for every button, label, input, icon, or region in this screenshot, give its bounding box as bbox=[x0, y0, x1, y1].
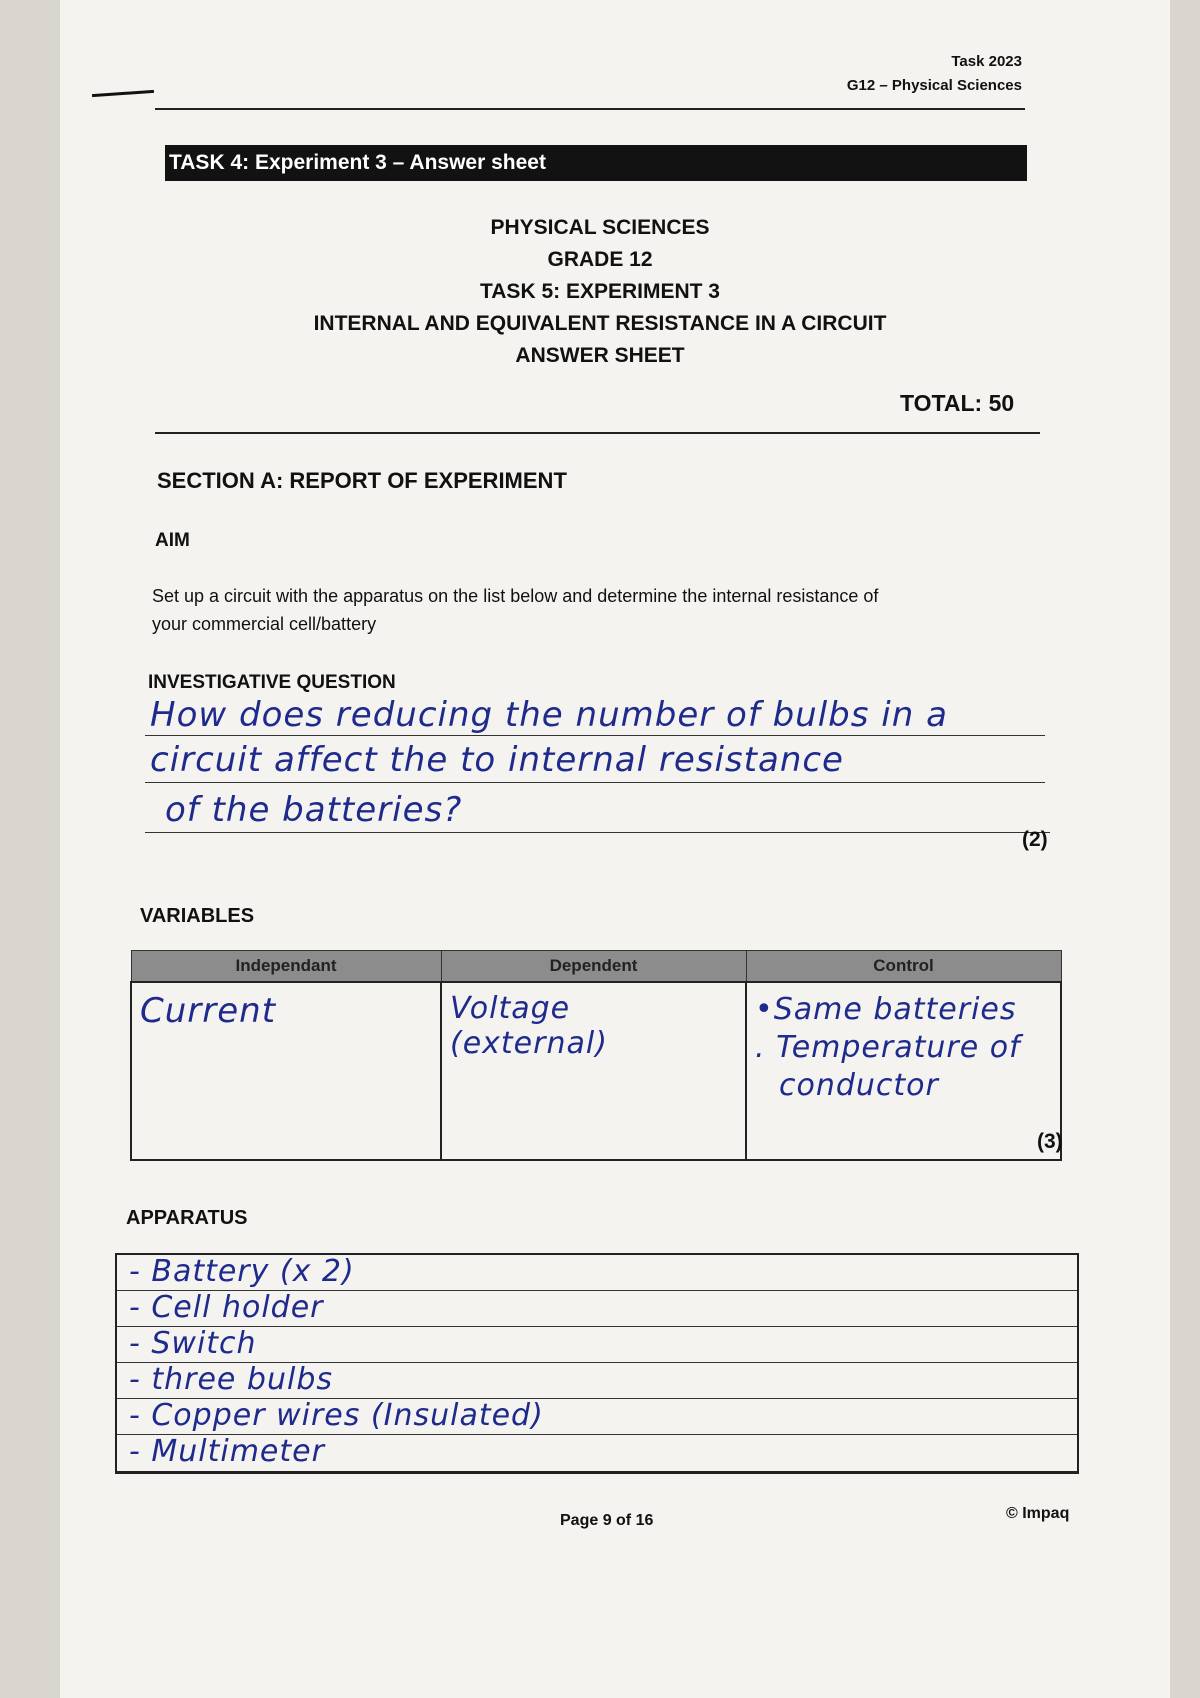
apparatus-item: - Cell holder bbox=[117, 1291, 1077, 1327]
aim-heading: AIM bbox=[155, 530, 190, 551]
apparatus-heading: APPARATUS bbox=[126, 1207, 248, 1229]
title-task: TASK 5: EXPERIMENT 3 bbox=[480, 280, 720, 303]
variables-marks: (3) bbox=[1037, 1130, 1063, 1153]
aim-text-line-1: Set up a circuit with the apparatus on the list below and determine the internal resistance of bbox=[152, 586, 879, 606]
apparatus-item: - Multimeter bbox=[129, 1434, 325, 1469]
iq-writing-line-2 bbox=[145, 782, 1045, 783]
apparatus-item: - Copper wires (Insulated) bbox=[117, 1399, 1077, 1435]
iq-answer-line-2: circuit affect the to internal resistance bbox=[150, 740, 844, 780]
col-control: Control bbox=[746, 951, 1061, 983]
header-divider bbox=[155, 108, 1025, 110]
section-a-heading: SECTION A: REPORT OF EXPERIMENT bbox=[157, 468, 567, 493]
col-independent: Independant bbox=[131, 951, 441, 983]
control-line-2: . Temperature of bbox=[755, 1030, 1021, 1065]
title-experiment: INTERNAL AND EQUIVALENT RESISTANCE IN A CIRCUIT bbox=[313, 312, 887, 335]
title-divider bbox=[155, 432, 1040, 434]
variables-table bbox=[130, 950, 1062, 1161]
title-answer-sheet: ANSWER SHEET bbox=[515, 344, 685, 367]
title-subject: PHYSICAL SCIENCES bbox=[490, 216, 710, 239]
variables-heading: VARIABLES bbox=[140, 905, 255, 927]
iq-answer-line-3: of the batteries? bbox=[165, 790, 463, 830]
page-header bbox=[760, 50, 1022, 98]
apparatus-item: - Battery (x 2) bbox=[117, 1255, 1077, 1291]
control-line-3: conductor bbox=[779, 1068, 939, 1103]
apparatus-item: - three bulbs bbox=[117, 1363, 1077, 1399]
iq-writing-line-3 bbox=[145, 832, 1050, 833]
variables-header-row bbox=[131, 951, 1061, 983]
independent-value: Current bbox=[131, 982, 441, 1160]
investigative-question-heading: INVESTIGATIVE QUESTION bbox=[148, 672, 396, 693]
task-banner: TASK 4: Experiment 3 – Answer sheet bbox=[165, 145, 1027, 181]
apparatus-list bbox=[115, 1253, 1079, 1474]
title-grade: GRADE 12 bbox=[547, 248, 653, 271]
col-dependent: Dependent bbox=[441, 951, 746, 983]
control-line-1: •Same batteries bbox=[755, 992, 1017, 1027]
total-marks: TOTAL: 50 bbox=[900, 390, 1015, 416]
aim-text bbox=[152, 582, 878, 638]
header-subject: G12 – Physical Sciences bbox=[846, 77, 1022, 94]
control-value bbox=[746, 982, 1061, 1160]
iq-answer-line-1: How does reducing the number of bulbs in a bbox=[150, 695, 948, 735]
iq-marks: (2) bbox=[1022, 828, 1048, 851]
dependent-value: Voltage (external) bbox=[441, 982, 746, 1160]
aim-text-line-2: your commercial cell/battery bbox=[152, 614, 377, 634]
copyright: © Impaq bbox=[1006, 1505, 1070, 1522]
header-task-year: Task 2023 bbox=[951, 53, 1022, 70]
iq-writing-line-1 bbox=[145, 735, 1045, 736]
page-number: Page 9 of 16 bbox=[560, 1512, 654, 1529]
apparatus-item: - Switch bbox=[117, 1327, 1077, 1363]
variables-answer-row bbox=[131, 982, 1061, 1160]
